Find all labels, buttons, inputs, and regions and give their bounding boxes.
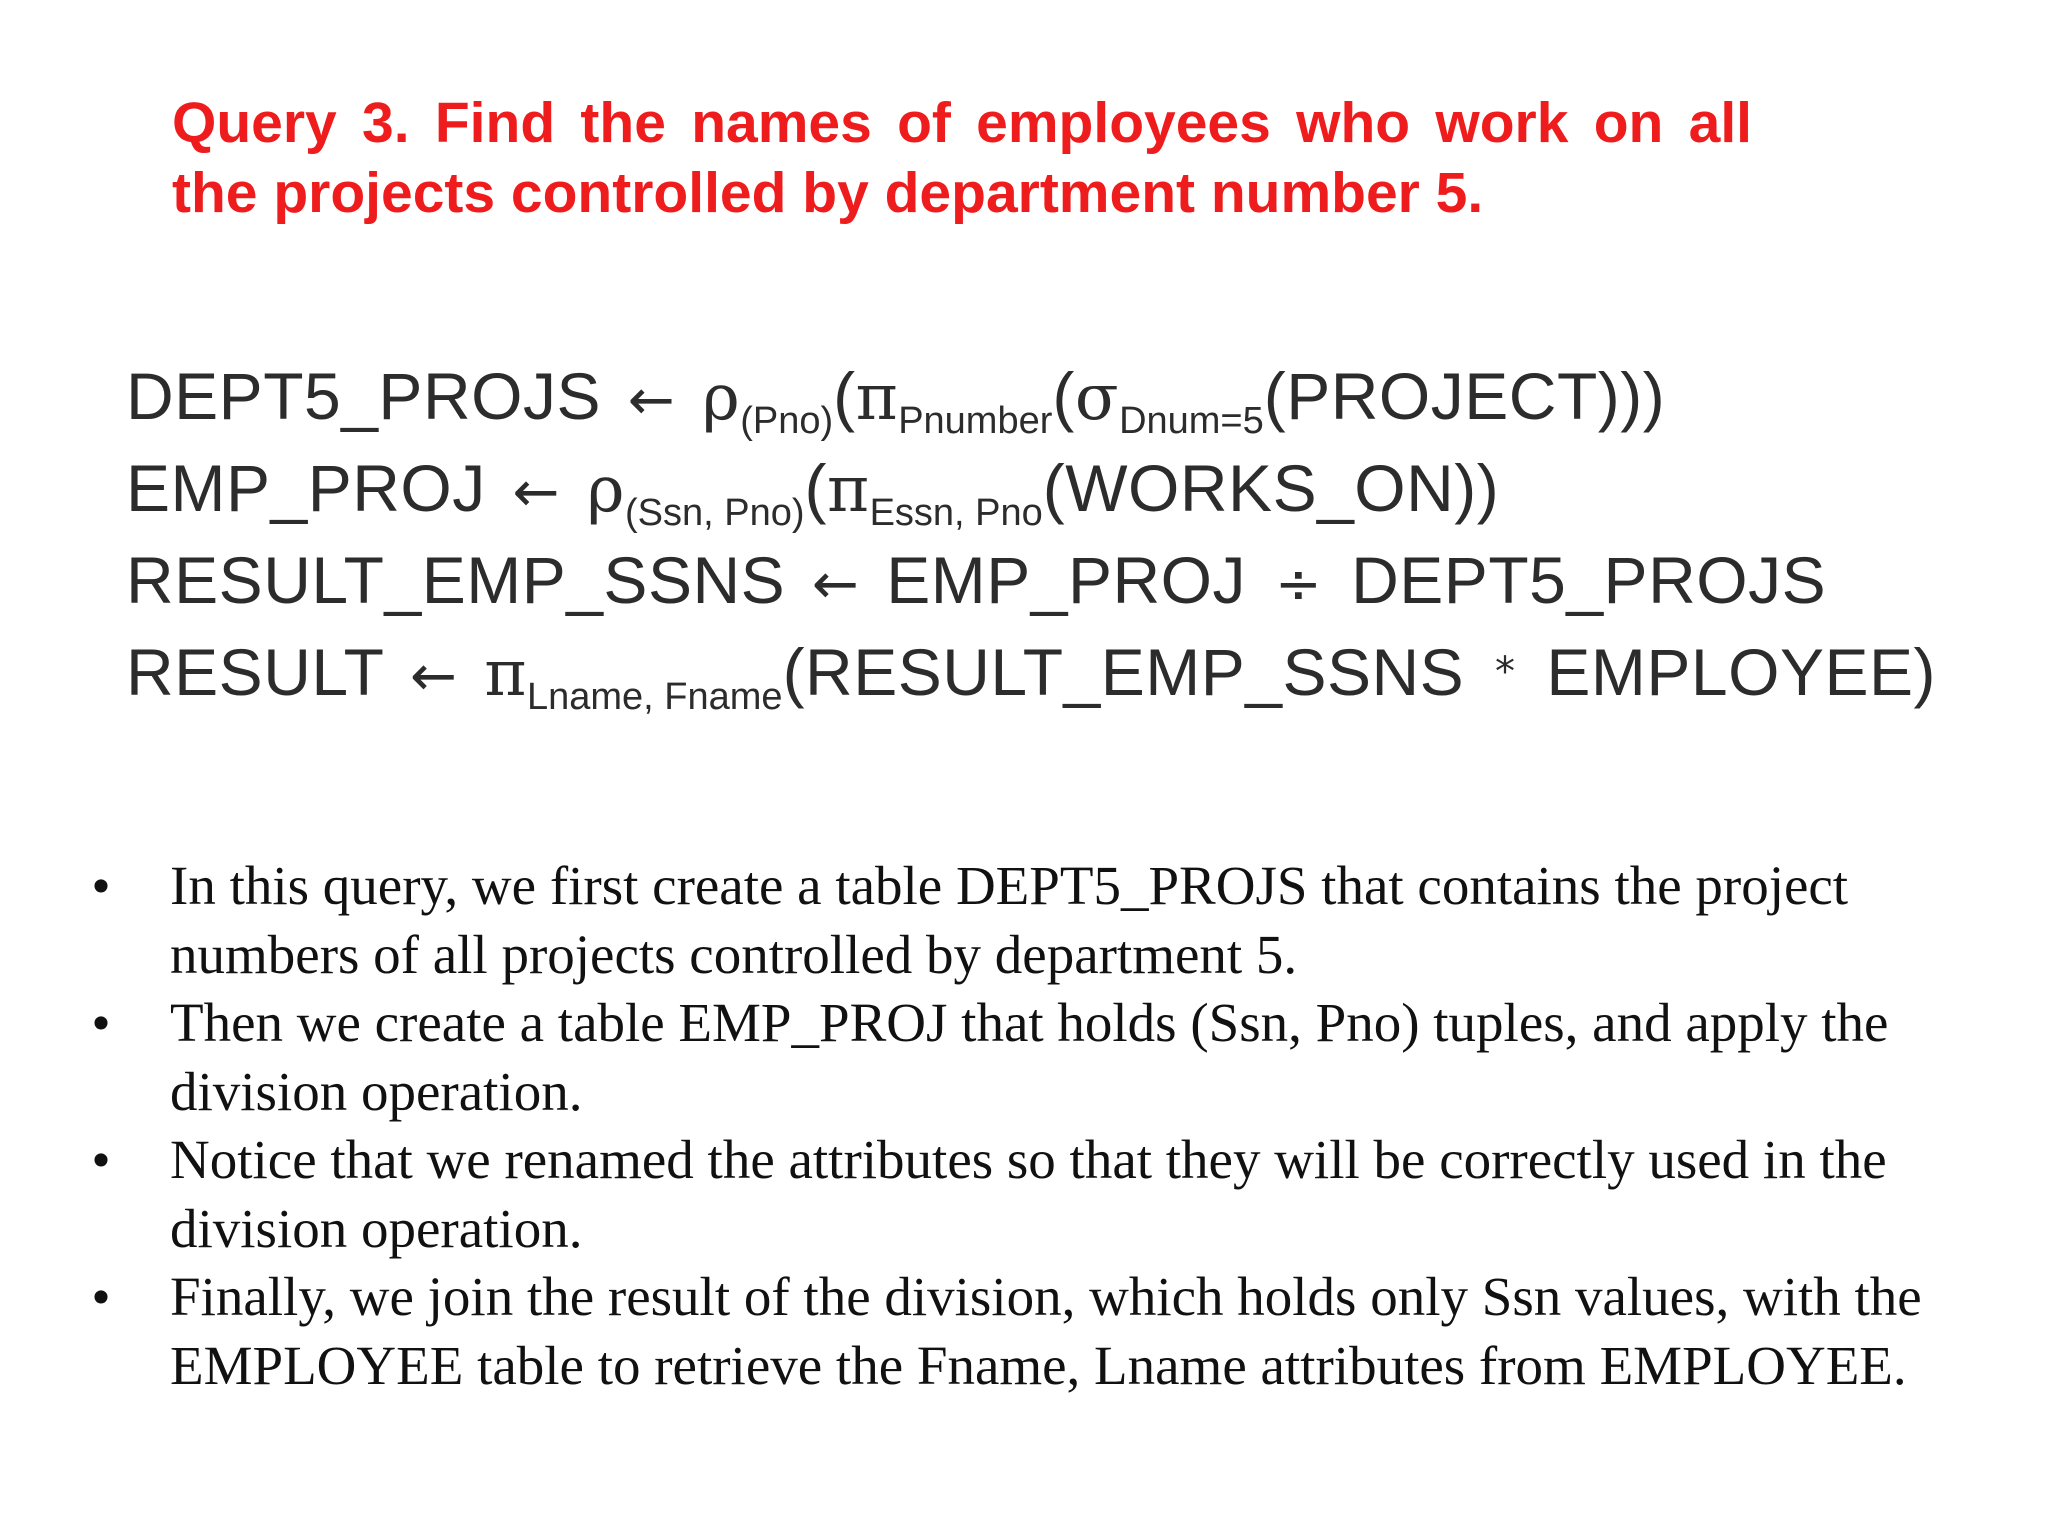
assignment-arrow: ← (410, 644, 458, 709)
join-left-operand: (RESULT_EMP_SSNS (782, 635, 1465, 709)
rho-symbol: ρ (702, 361, 741, 435)
formula-target: RESULT_EMP_SSNS (126, 543, 786, 617)
bullet-marker: • (91, 1266, 111, 1327)
assignment-arrow: ← (812, 552, 860, 617)
join-right-operand: EMPLOYEE) (1546, 635, 1936, 709)
division-operator: ÷ (1274, 552, 1323, 617)
pi-symbol: π (484, 637, 527, 711)
formula-result-emp-ssns (126, 534, 2026, 626)
formula-argument: (PROJECT))) (1263, 359, 1666, 433)
assignment-arrow: ← (512, 460, 561, 525)
formula-emp-proj (126, 442, 2026, 534)
bullet-marker: • (91, 992, 111, 1053)
explanation-bullet-list (86, 852, 2006, 1400)
rho-subscript: (Pno) (740, 400, 834, 442)
rho-symbol: ρ (586, 453, 625, 527)
bullet-text: Finally, we join the result of the division, which holds only Ssn values, with the EMPLOYEE table to retrieve the Fname, Lname attributes from EMPLOYEE. (170, 1266, 1922, 1396)
bullet-text: Then we create a table EMP_PROJ that holds (Ssn, Pno) tuples, and apply the division operation. (170, 992, 1889, 1122)
formula-dept5-projs (126, 350, 2026, 442)
bullet-marker: • (91, 1129, 111, 1190)
pi-subscript: Essn, Pno (869, 492, 1043, 534)
sigma-symbol: σ (1074, 361, 1120, 435)
rho-subscript: (Ssn, Pno) (624, 492, 805, 534)
open-paren: ( (1052, 359, 1075, 433)
pi-symbol: π (827, 453, 870, 527)
relational-algebra-formulas (126, 350, 2026, 718)
formula-argument: (WORKS_ON)) (1042, 451, 1500, 525)
formula-target: DEPT5_PROJS (126, 359, 601, 433)
bullet-item (86, 852, 2006, 989)
division-right-operand: DEPT5_PROJS (1351, 543, 1827, 617)
bullet-item (86, 1263, 2006, 1400)
sigma-subscript: Dnum=5 (1119, 400, 1264, 442)
bullet-marker: • (91, 855, 111, 916)
open-paren: ( (833, 359, 856, 433)
bullet-item (86, 1126, 2006, 1263)
bullet-text: Notice that we renamed the attributes so that they will be correctly used in the division operation. (170, 1129, 1887, 1259)
pi-subscript: Lname, Fname (526, 676, 783, 718)
query-title (172, 88, 1752, 228)
pi-symbol: π (855, 361, 899, 435)
formula-target: RESULT (126, 635, 384, 709)
bullet-text: In this query, we first create a table DEPT5_PROJS that contains the project numbers of all projects controlled by department 5. (170, 855, 1849, 985)
query-title-line-1: Query 3. Find the names of employees who work on all (172, 91, 1752, 155)
formula-target: EMP_PROJ (126, 451, 486, 525)
natural-join-operator: * (1495, 649, 1516, 695)
pi-subscript: Pnumber (898, 400, 1053, 442)
bullet-item (86, 989, 2006, 1126)
query-title-line-2: the projects controlled by department number 5. (172, 161, 1484, 225)
open-paren: ( (804, 451, 827, 525)
assignment-arrow: ← (627, 368, 676, 433)
division-left-operand: EMP_PROJ (886, 543, 1247, 617)
formula-result (126, 626, 2026, 718)
